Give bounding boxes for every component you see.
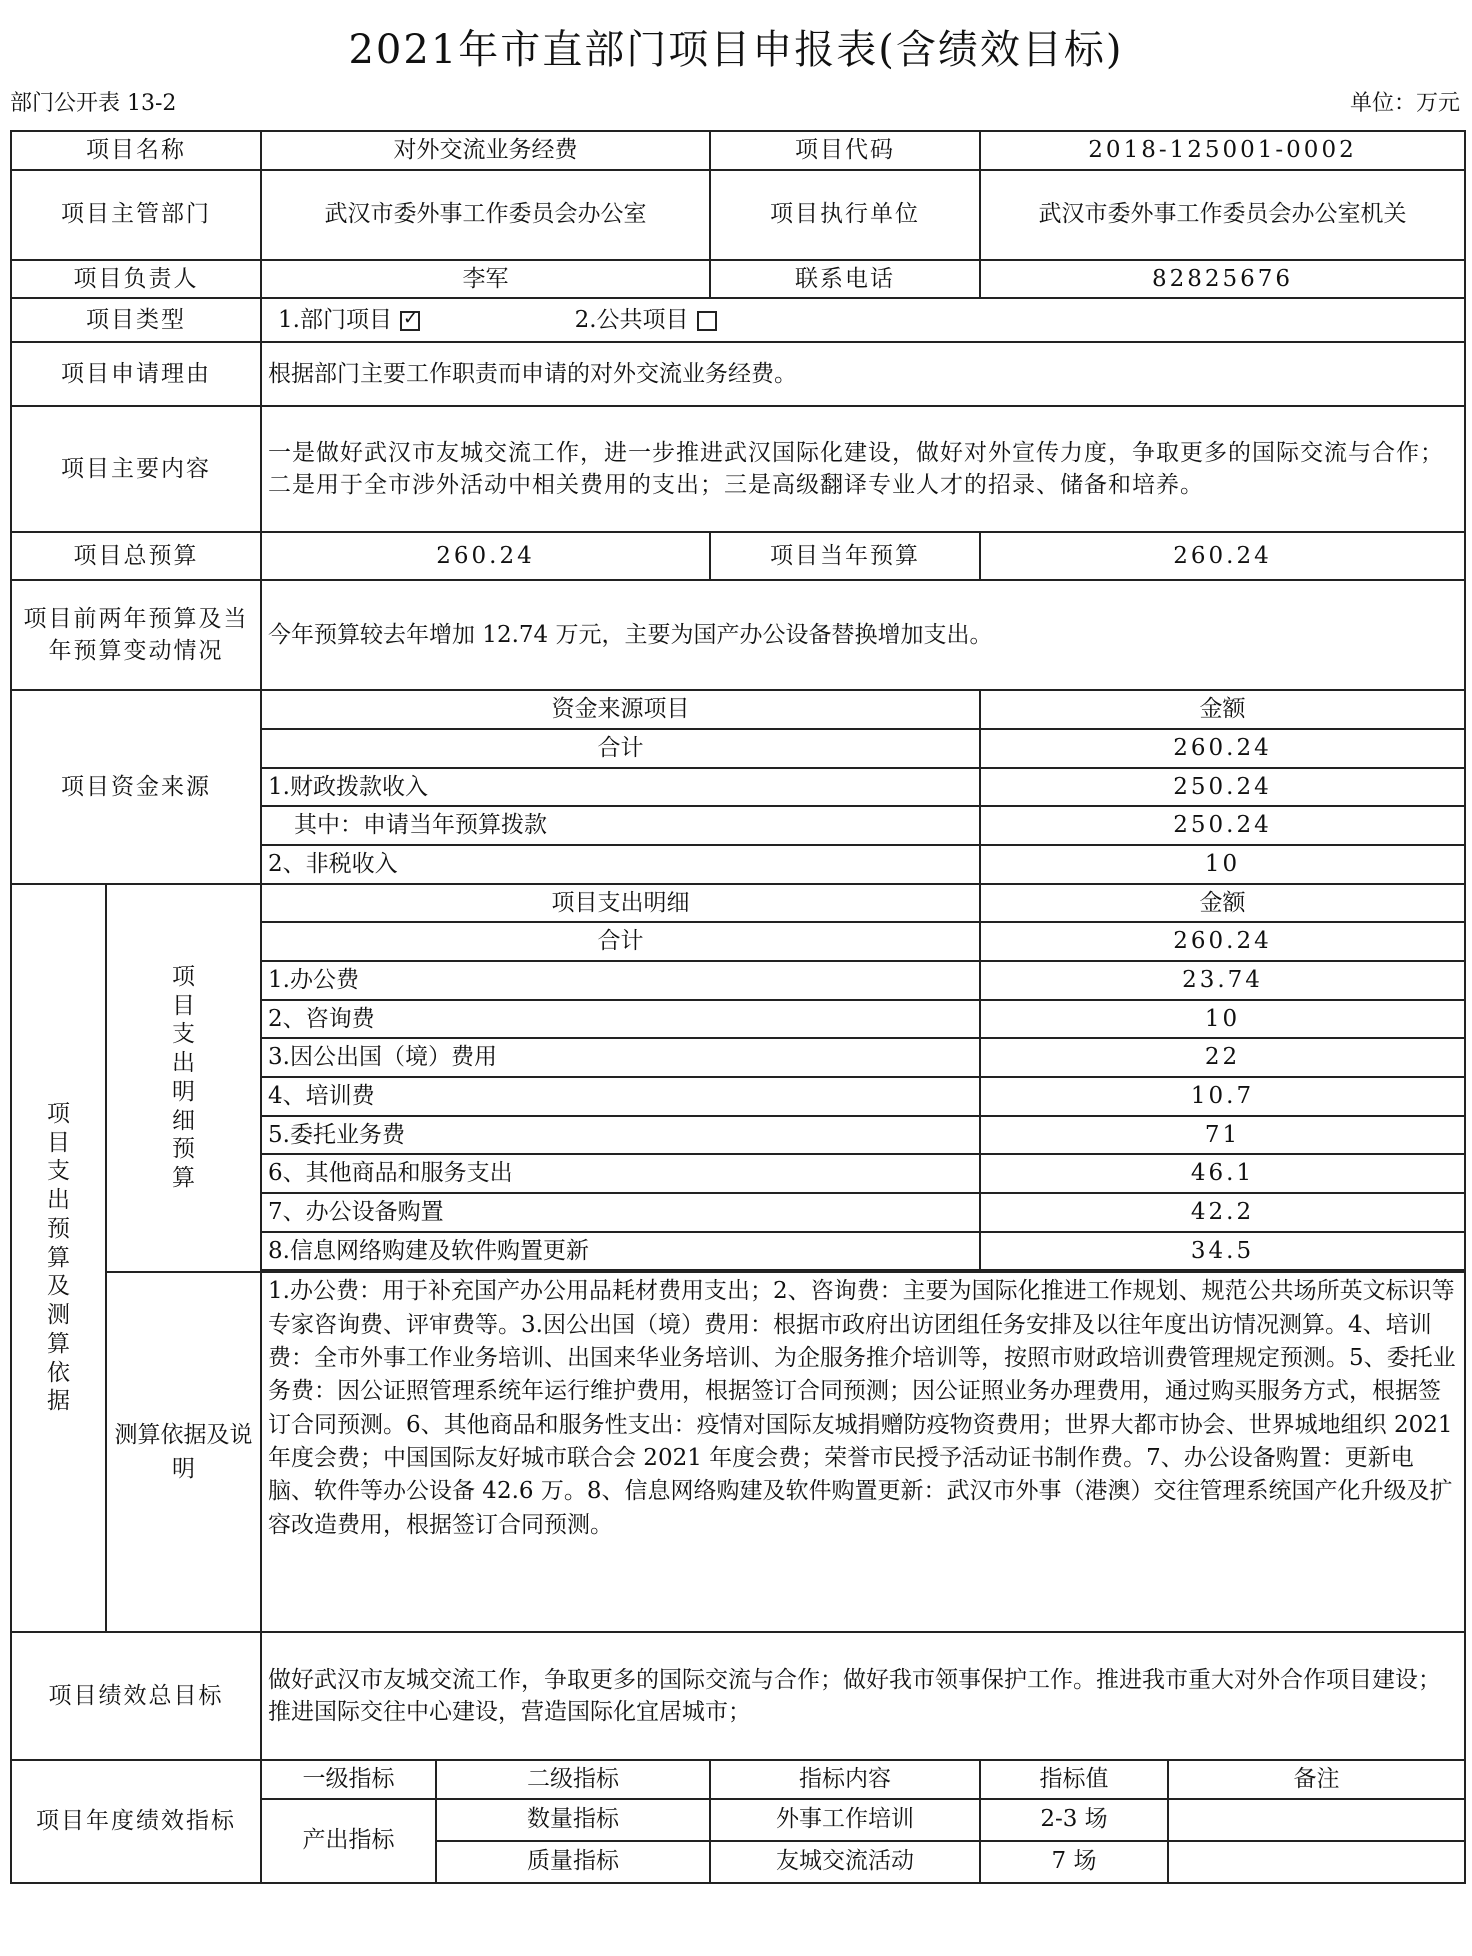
expense-amount: 10	[980, 1000, 1465, 1039]
indicator-level2: 质量指标	[436, 1841, 710, 1883]
expense-item: 合计	[261, 922, 980, 961]
expense-amount: 22	[980, 1038, 1465, 1077]
funding-amount: 250.24	[980, 806, 1465, 845]
funding-header-row	[11, 690, 1465, 729]
unit-label: 单位：万元	[1349, 91, 1460, 116]
goal-label: 项目绩效总目标	[11, 1632, 261, 1760]
annual-indicator-label: 项目年度绩效指标	[11, 1760, 261, 1883]
funding-amount: 260.24	[980, 729, 1465, 768]
year-budget-label: 项目当年预算	[710, 532, 980, 580]
indicator-value: 2-3 场	[980, 1799, 1168, 1841]
expense-amount: 10.7	[980, 1077, 1465, 1116]
indicator-level1: 产出指标	[261, 1799, 436, 1883]
expense-item: 2、咨询费	[261, 1000, 980, 1039]
table-number: 部门公开表 13-2	[10, 91, 177, 116]
row-budget-change	[11, 580, 1465, 690]
indicator-value: 7 场	[980, 1841, 1168, 1883]
total-budget-value: 260.24	[261, 532, 710, 580]
checkbox-empty-icon[interactable]	[697, 311, 717, 331]
basis-row	[11, 1272, 1465, 1632]
funding-col-item: 资金来源项目	[261, 690, 980, 729]
exec-value: 武汉市委外事工作委员会办公室机关	[980, 170, 1465, 260]
type-option-public: 2.公共项目	[574, 306, 689, 333]
expense-item: 1.办公费	[261, 961, 980, 1000]
owner-value: 李军	[261, 260, 710, 299]
indicator-header-note: 备注	[1168, 1760, 1465, 1799]
row-project-name	[11, 131, 1465, 170]
type-label: 项目类型	[11, 298, 261, 342]
indicator-content: 外事工作培训	[710, 1799, 980, 1841]
expense-inner-label: 项目支出明细预算	[106, 884, 261, 1273]
indicator-header-value: 指标值	[980, 1760, 1168, 1799]
reason-value: 根据部门主要工作职责而申请的对外交流业务经费。	[261, 342, 1465, 406]
funding-item: 2、非税收入	[261, 845, 980, 884]
row-reason	[11, 342, 1465, 406]
page-title: 2021年市直部门项目申报表(含绩效目标)	[348, 27, 1124, 73]
phone-value: 82825676	[980, 260, 1465, 299]
code-value: 2018-125001-0002	[980, 131, 1465, 170]
expense-amount: 260.24	[980, 922, 1465, 961]
indicator-content: 友城交流活动	[710, 1841, 980, 1883]
goal-text: 做好武汉市友城交流工作，争取更多的国际交流与合作；做好我市领事保护工作。推进我市重大对外合作项目建设；推进国际交往中心建设，营造国际化宜居城市；	[261, 1632, 1465, 1760]
expense-item: 5.委托业务费	[261, 1116, 980, 1155]
expense-item: 3.因公出国（境）费用	[261, 1038, 980, 1077]
expense-header-row	[11, 884, 1465, 923]
indicator-header-level2: 二级指标	[436, 1760, 710, 1799]
funding-label: 项目资金来源	[11, 690, 261, 883]
change-value: 今年预算较去年增加 12.74 万元，主要为国产办公设备替换增加支出。	[261, 580, 1465, 690]
expense-item: 7、办公设备购置	[261, 1193, 980, 1232]
expense-amount: 71	[980, 1116, 1465, 1155]
expense-item: 6、其他商品和服务支出	[261, 1154, 980, 1193]
indicator-header-row	[11, 1760, 1465, 1799]
content-label: 项目主要内容	[11, 406, 261, 532]
project-form-table	[10, 130, 1466, 1884]
row-content	[11, 406, 1465, 532]
basis-label: 测算依据及说明	[106, 1272, 261, 1632]
dept-label: 项目主管部门	[11, 170, 261, 260]
dept-value: 武汉市委外事工作委员会办公室	[261, 170, 710, 260]
expense-item: 4、培训费	[261, 1077, 980, 1116]
expense-amount: 23.74	[980, 961, 1465, 1000]
type-option-department: 1.部门项目	[278, 306, 392, 333]
total-budget-label: 项目总预算	[11, 532, 261, 580]
exec-label: 项目执行单位	[710, 170, 980, 260]
expense-col-item: 项目支出明细	[261, 884, 980, 923]
funding-item: 其中：申请当年预算拨款	[261, 806, 980, 845]
funding-amount: 250.24	[980, 768, 1465, 807]
indicator-level2: 数量指标	[436, 1799, 710, 1841]
funding-col-amount: 金额	[980, 690, 1465, 729]
funding-item: 1.财政拨款收入	[261, 768, 980, 807]
row-performance-goal	[11, 1632, 1465, 1760]
funding-amount: 10	[980, 845, 1465, 884]
owner-label: 项目负责人	[11, 260, 261, 299]
expense-amount: 46.1	[980, 1154, 1465, 1193]
indicator-header-level1: 一级指标	[261, 1760, 436, 1799]
expense-col-amount: 金额	[980, 884, 1465, 923]
indicator-header-content: 指标内容	[710, 1760, 980, 1799]
expense-outer-label: 项目支出预算及测算依据	[11, 884, 106, 1633]
funding-item: 合计	[261, 729, 980, 768]
row-project-type	[11, 298, 1465, 342]
change-label: 项目前两年预算及当年预算变动情况	[11, 580, 261, 690]
expense-amount: 34.5	[980, 1232, 1465, 1271]
name-value: 对外交流业务经费	[261, 131, 710, 170]
type-options	[261, 298, 1465, 342]
content-value: 一是做好武汉市友城交流工作，进一步推进武汉国际化建设，做好对外宣传力度，争取更多的国际交流与合作；二是用于全市涉外活动中相关费用的支出；三是高级翻译专业人才的招录、储备和培养。	[261, 406, 1465, 532]
name-label: 项目名称	[11, 131, 261, 170]
row-owner	[11, 260, 1465, 299]
phone-label: 联系电话	[710, 260, 980, 299]
indicator-note	[1168, 1841, 1465, 1883]
expense-item: 8.信息网络购建及软件购置更新	[261, 1232, 980, 1271]
reason-label: 项目申请理由	[11, 342, 261, 406]
expense-amount: 42.2	[980, 1193, 1465, 1232]
code-label: 项目代码	[710, 131, 980, 170]
row-department	[11, 170, 1465, 260]
basis-text: 1.办公费：用于补充国产办公用品耗材费用支出；2、咨询费：主要为国际化推进工作规划、规范公共场所英文标识等专家咨询费、评审费等。3.因公出国（境）费用：根据市政府出访团组任务安排及以往年度出访情况测算。4、培训费：全市外事工作业务培训、出国来华业务培训、为企服务推介培训等，按照市财政培训费管理规定预测。5、委托业务费：因公证照管理系统年运行维护费用，根据签订合同预测；因公证照业务办理费用，通过购买服务方式，根据签订合同预测。6、其他商品和服务性支出：疫情对国际友城捐赠防疫物资费用；世界大都市协会、世界城地组织 2021 年度会费；中国国际友好城市联合会 2021 年度会费；荣誉市民授予活动证书制作费。7、办公设备购置：更新电脑、软件等办公设备 42.6 万。8、信息网络购建及软件购置更新：武汉市外事（港澳）交往管理系统国产化升级及扩容改造费用，根据签订合同预测。	[261, 1272, 1465, 1632]
indicator-note	[1168, 1799, 1465, 1841]
year-budget-value: 260.24	[980, 532, 1465, 580]
checkbox-checked-icon[interactable]	[400, 311, 420, 331]
row-budget	[11, 532, 1465, 580]
